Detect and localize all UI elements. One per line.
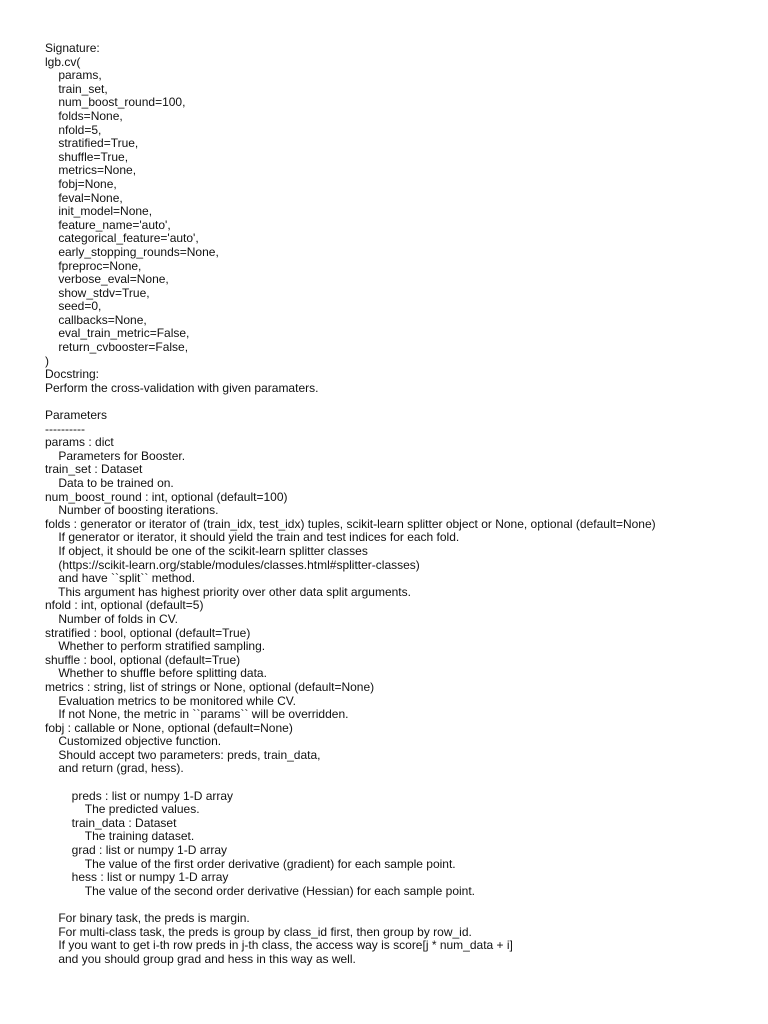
doc-line: num_boost_round : int, optional (default=100) (45, 489, 288, 504)
doc-line: The value of the second order derivative (Hessian) for each sample point. (45, 883, 475, 898)
doc-line: Should accept two parameters: preds, train_data, (45, 747, 321, 762)
doc-line: train_set, (45, 81, 108, 96)
doc-line: fpreproc=None, (45, 258, 142, 273)
doc-line: categorical_feature='auto', (45, 231, 199, 246)
doc-line: Data to be trained on. (45, 476, 174, 490)
doc-line: Signature: (45, 41, 100, 55)
doc-line: If not None, the metric in ``params`` will be overridden. (45, 707, 349, 722)
doc-line: early_stopping_rounds=None, (45, 244, 219, 259)
doc-line: fobj=None, (45, 176, 117, 191)
doc-line: metrics : string, list of strings or None, optional (default=None) (45, 679, 375, 694)
doc-line: verbose_eval=None, (45, 272, 169, 287)
doc-line: feval=None, (45, 190, 123, 205)
doc-line: Number of folds in CV. (45, 611, 178, 626)
doc-line: shuffle : bool, optional (default=True) (45, 652, 241, 667)
doc-line: and you should group grad and hess in this way as well. (45, 951, 356, 966)
doc-line: Whether to shuffle before splitting data. (45, 666, 267, 681)
doc-line: preds : list or numpy 1-D array (45, 788, 234, 803)
doc-line: The training dataset. (45, 829, 195, 844)
doc-line: The predicted values. (45, 802, 200, 817)
doc-line: lgb.cv( (45, 54, 81, 69)
doc-line: Evaluation metrics to be monitored while CV. (45, 693, 297, 708)
doc-line: hess : list or numpy 1-D array (45, 870, 229, 885)
doc-line: nfold=5, (45, 122, 102, 137)
doc-line: nfold : int, optional (default=5) (45, 598, 204, 613)
doc-line: eval_train_metric=False, (45, 326, 190, 341)
doc-line: params : dict (45, 435, 114, 450)
doc-line: fobj : callable or None, optional (default=None) (45, 720, 293, 735)
doc-line: Parameters for Booster. (45, 448, 186, 463)
doc-line (45, 776, 760, 790)
doc-line: The value of the first order derivative (gradient) for each sample point. (45, 856, 456, 871)
doc-line: params, (45, 68, 102, 83)
doc-line: callbacks=None, (45, 312, 147, 327)
doc-line: return_cvbooster=False, (45, 340, 189, 355)
doc-line: If object, it should be one of the scikit-learn splitter classes (45, 543, 368, 558)
doc-line: Customized objective function. (45, 734, 222, 749)
doc-line (45, 898, 760, 912)
doc-line: init_model=None, (45, 204, 153, 219)
doc-line: and have ``split`` method. (45, 571, 196, 586)
doc-line: folds=None, (45, 108, 123, 123)
doc-line: train_data : Dataset (45, 815, 177, 830)
doc-line: feature_name='auto', (45, 217, 171, 232)
doc-line: Perform the cross-validation with given paramaters. (45, 380, 319, 395)
doc-line: For multi-class task, the preds is group by class_id first, then group by row_id. (45, 924, 472, 939)
doc-line: shuffle=True, (45, 149, 129, 164)
doc-line: (https://scikit-learn.org/stable/modules/classes.html#splitter-classes) (45, 557, 420, 572)
doc-line: Parameters (45, 408, 108, 423)
doc-line: Whether to perform stratified sampling. (45, 639, 266, 654)
doc-line: folds : generator or iterator of (train_idx, test_idx) tuples, scikit-learn splitter object or None, optional (default=None) (45, 516, 656, 531)
doc-line: stratified : bool, optional (default=True) (45, 625, 251, 640)
doc-line: seed=0, (45, 299, 102, 314)
doc-line: show_stdv=True, (45, 285, 150, 300)
docstring-page (45, 42, 760, 966)
doc-line: For binary task, the preds is margin. (45, 911, 250, 925)
doc-line: ---------- (45, 421, 85, 436)
doc-line: and return (grad, hess). (45, 761, 184, 776)
doc-line: Number of boosting iterations. (45, 503, 219, 518)
doc-line: metrics=None, (45, 163, 137, 178)
doc-line: stratified=True, (45, 136, 139, 151)
doc-line: num_boost_round=100, (45, 95, 186, 110)
doc-line (45, 395, 760, 409)
doc-line: ) (45, 353, 49, 368)
doc-line: This argument has highest priority over other data split arguments. (45, 584, 411, 599)
doc-line: If generator or iterator, it should yield the train and test indices for each fold. (45, 530, 460, 545)
doc-line: train_set : Dataset (45, 462, 143, 477)
doc-line: If you want to get i-th row preds in j-th class, the access way is score[j * num_data + i] (45, 938, 513, 953)
doc-line: grad : list or numpy 1-D array (45, 843, 228, 858)
doc-line: Docstring: (45, 367, 100, 382)
